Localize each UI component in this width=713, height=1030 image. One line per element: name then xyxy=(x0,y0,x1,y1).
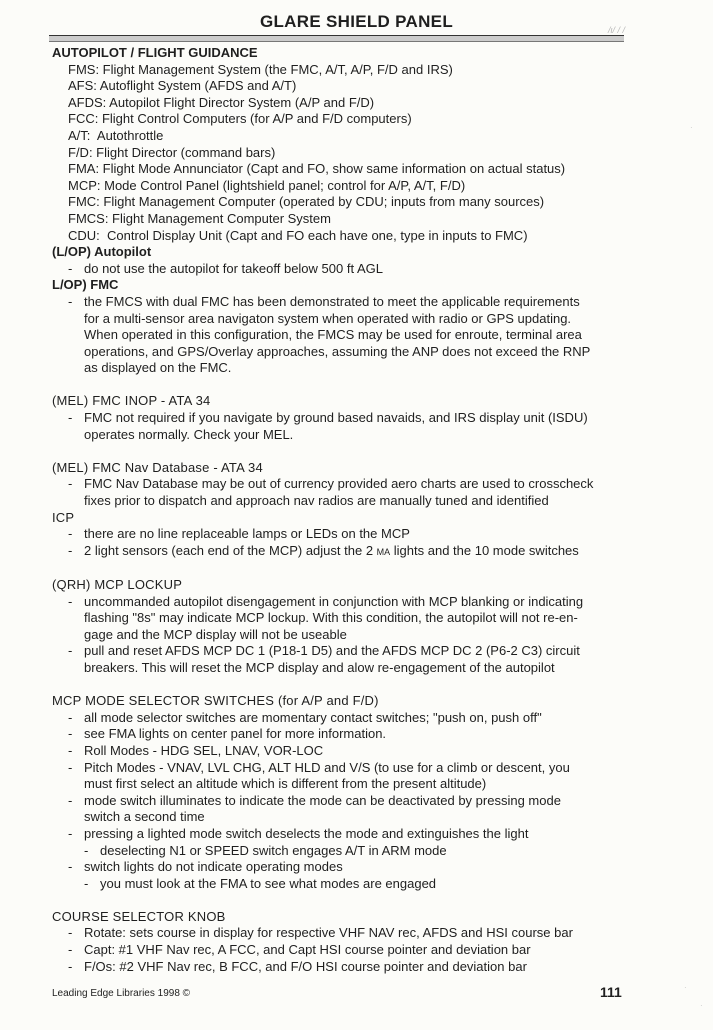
corner-mark: /ι/ / / xyxy=(607,25,625,35)
list-item: - all mode selector switches are momentary contact switches; "push on, push off" xyxy=(68,709,542,725)
section-heading-autopilot: AUTOPILOT / FLIGHT GUIDANCE xyxy=(52,45,258,60)
title-rule xyxy=(49,35,624,42)
section-heading-lop-fmc: L/OP) FMC xyxy=(52,277,119,293)
list-item: - 2 light sensors (each end of the MCP) adjust the 2 MA lights and the 10 mode switches xyxy=(68,542,579,558)
sub-list-item: - deselecting N1 or SPEED switch engages A/T in ARM mode xyxy=(84,842,447,858)
page-number: 111 xyxy=(600,984,622,1000)
definition-fms: FMS: Flight Management System (the FMC, A/T, A/P, F/D and IRS) xyxy=(68,61,453,77)
definition-cdu: CDU: Control Display Unit (Capt and FO each have one, type in inputs to FMC) xyxy=(68,227,528,243)
section-heading-mel-nav-database: (MEL) FMC Nav Database - ATA 34 xyxy=(52,459,263,475)
sub-list-item: - you must look at the FMA to see what modes are engaged xyxy=(84,875,437,891)
page-title: GLARE SHIELD PANEL xyxy=(259,12,454,31)
definition-fcc: FCC: Flight Control Computers (for A/P and F/D computers) xyxy=(68,111,412,127)
definition-at: A/T: Autothrottle xyxy=(68,127,164,143)
section-heading-mel-fmc-inop: (MEL) FMC INOP - ATA 34 xyxy=(52,393,211,409)
list-item: - Pitch Modes - VNAV, LVL CHG, ALT HLD and V/S (to use for a climb or descent, you must first select an altitude which is different from the present altitude) xyxy=(68,759,570,792)
list-item: - the FMCS with dual FMC has been demonstrated to meet the applicable requirements for a multi-sensor area navigaton system when operated with radio or GPS updating. When operated in this configuration, the FMCS may be used for enroute, terminal area operations, and GPS/Overlay approaches, assuming the ANP does not exceed the RNP as displayed on the FMC. xyxy=(68,293,591,376)
list-item: - pressing a lighted mode switch deselects the mode and extinguishes the light xyxy=(68,825,529,841)
definition-fd: F/D: Flight Director (command bars) xyxy=(68,144,276,160)
list-item: - switch lights do not indicate operating modes xyxy=(68,859,343,875)
list-item: - FMC not required if you navigate by ground based navaids, and IRS display unit (ISDU) operates normally. Check your MEL. xyxy=(68,410,588,442)
definition-fmc: FMC: Flight Management Computer (operated by CDU; inputs from many sources) xyxy=(68,194,545,210)
section-heading-mode-selector: MCP MODE SELECTOR SWITCHES (for A/P and F/D) xyxy=(52,693,379,709)
list-item: - uncommanded autopilot disengagement in conjunction with MCP blanking or indicating flashing "8s" may indicate MCP lockup. With this condition, the autopilot will not re-en- gage and the MCP display will not be useable xyxy=(68,593,584,642)
scan-speck: · xyxy=(684,983,687,992)
definition-mcp: MCP: Mode Control Panel (lightshield panel; control for A/P, A/T, F/D) xyxy=(68,177,466,193)
list-item: - there are no line replaceable lamps or LEDs on the MCP xyxy=(68,526,410,542)
scan-speck: · xyxy=(690,123,693,132)
list-item: - see FMA lights on center panel for more information. xyxy=(68,726,387,742)
section-heading-course-selector: COURSE SELECTOR KNOB xyxy=(52,908,226,924)
definition-fmcs: FMCS: Flight Management Computer System xyxy=(68,210,331,226)
definition-afds: AFDS: Autopilot Flight Director System (A/P and F/D) xyxy=(68,94,375,110)
definition-fma: FMA: Flight Mode Annunciator (Capt and FO, show same information on actual status) xyxy=(68,161,566,177)
section-heading-qrh-mcp-lockup: (QRH) MCP LOCKUP xyxy=(52,577,183,592)
section-heading-mcp: ICP xyxy=(52,509,75,525)
list-item: - Rotate: sets course in display for respective VHF NAV rec, AFDS and HSI course bar xyxy=(68,925,573,941)
list-item: - mode switch illuminates to indicate the mode can be deactivated by pressing mode switch a second time xyxy=(68,792,561,825)
list-item: - Capt: #1 VHF Nav rec, A FCC, and Capt HSI course pointer and deviation bar xyxy=(68,942,531,958)
page-content xyxy=(52,45,632,975)
list-item: - FMC Nav Database may be out of currency provided aero charts are used to crosscheck fixes prior to dispatch and approach nav radios are manually tuned and identified xyxy=(68,476,594,509)
footer-publisher: Leading Edge Libraries 1998 © xyxy=(52,988,191,999)
list-item: - F/Os: #2 VHF Nav rec, B FCC, and F/O HSI course pointer and deviation bar xyxy=(68,958,527,974)
list-item: - do not use the autopilot for takeoff below 500 ft AGL xyxy=(68,260,383,276)
definition-afs: AFS: Autoflight System (AFDS and A/T) xyxy=(68,78,297,94)
section-heading-lop-autopilot: (L/OP) Autopilot xyxy=(52,244,152,260)
list-item: - pull and reset AFDS MCP DC 1 (P18-1 D5) and the AFDS MCP DC 2 (P6-2 C3) circuit breakers. This will reset the MCP display and alow re-engagement of the autopilot xyxy=(68,643,580,675)
list-item: - Roll Modes - HDG SEL, LNAV, VOR-LOC xyxy=(68,742,324,758)
scan-speck: · xyxy=(700,1001,703,1010)
